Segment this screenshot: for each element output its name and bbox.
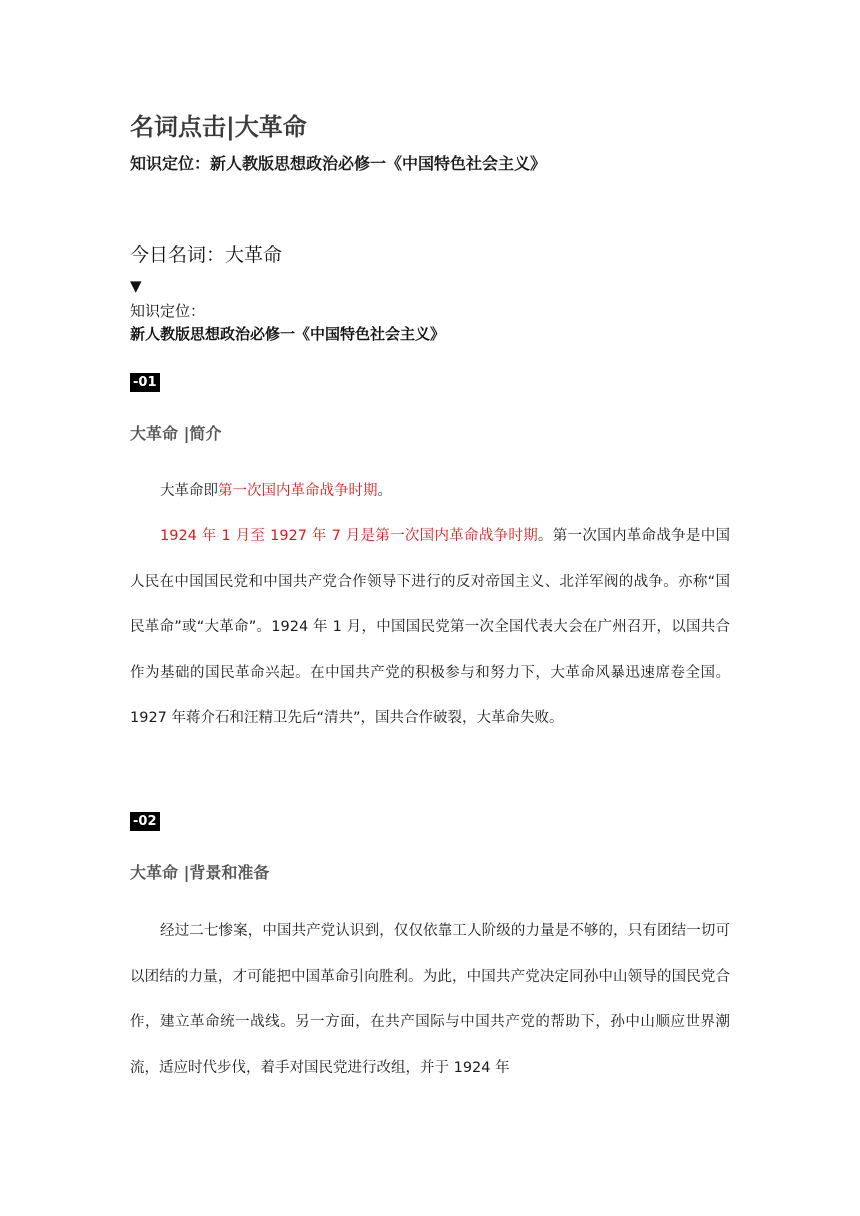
para-text: 。第一次国内革命战争是中国人民在中国国民党和中国共产党合作领导下进行的反对帝国主义、北洋军阀的战争。亦称“国民革命”或“大革命”。1924 年 1 月，中国国民党第一次全国代表大会在广州召开，以国共合作为基础的国民革命兴起。在中国共产党的积极参与和努力下，大革命风暴迅速席卷全国。1927 年蒋介石和汪精卫先后“清共”，国共合作破裂，大革命失败。 <box>130 528 730 726</box>
para-text: 大革命即 <box>160 483 218 499</box>
down-triangle-icon: ▼ <box>130 277 142 295</box>
section-badge-02: -02 <box>130 812 160 831</box>
today-term: 今日名词：大革命 <box>130 244 283 266</box>
para-text: 。 <box>377 483 392 499</box>
section-badge-01: -01 <box>130 373 160 392</box>
section-title-02: 大革命 |背景和准备 <box>130 863 270 882</box>
highlight-text: 1924 年 1 月至 1927 年 7 月是第一次国内革命战争时期 <box>160 528 538 544</box>
highlight-text: 第一次国内革命战争时期 <box>218 483 378 499</box>
section-01-paragraph-1 <box>130 469 730 515</box>
knowledge-position-label: 知识定位： <box>130 302 206 320</box>
page-title: 名词点击|大革命 <box>130 113 307 141</box>
knowledge-position-value: 新人教版思想政治必修一《中国特色社会主义》 <box>130 325 446 343</box>
section-02-paragraph-1: 经过二七惨案，中国共产党认识到，仅仅依靠工人阶级的力量是不够的，只有团结一切可以团结的力量，才可能把中国革命引向胜利。为此，中国共产党决定同孙中山领导的国民党合作，建立革命统一战线。另一方面，在共产国际与中国共产党的帮助下，孙中山顺应世界潮流，适应时代步伐，着手对国民党进行改组，并于 1924 年 <box>130 923 730 1076</box>
document-header <box>130 110 730 181</box>
section-title-01: 大革命 |简介 <box>130 424 222 443</box>
page-subtitle: 知识定位：新人教版思想政治必修一《中国特色社会主义》 <box>130 154 547 173</box>
section-01-paragraph-2 <box>130 514 730 742</box>
